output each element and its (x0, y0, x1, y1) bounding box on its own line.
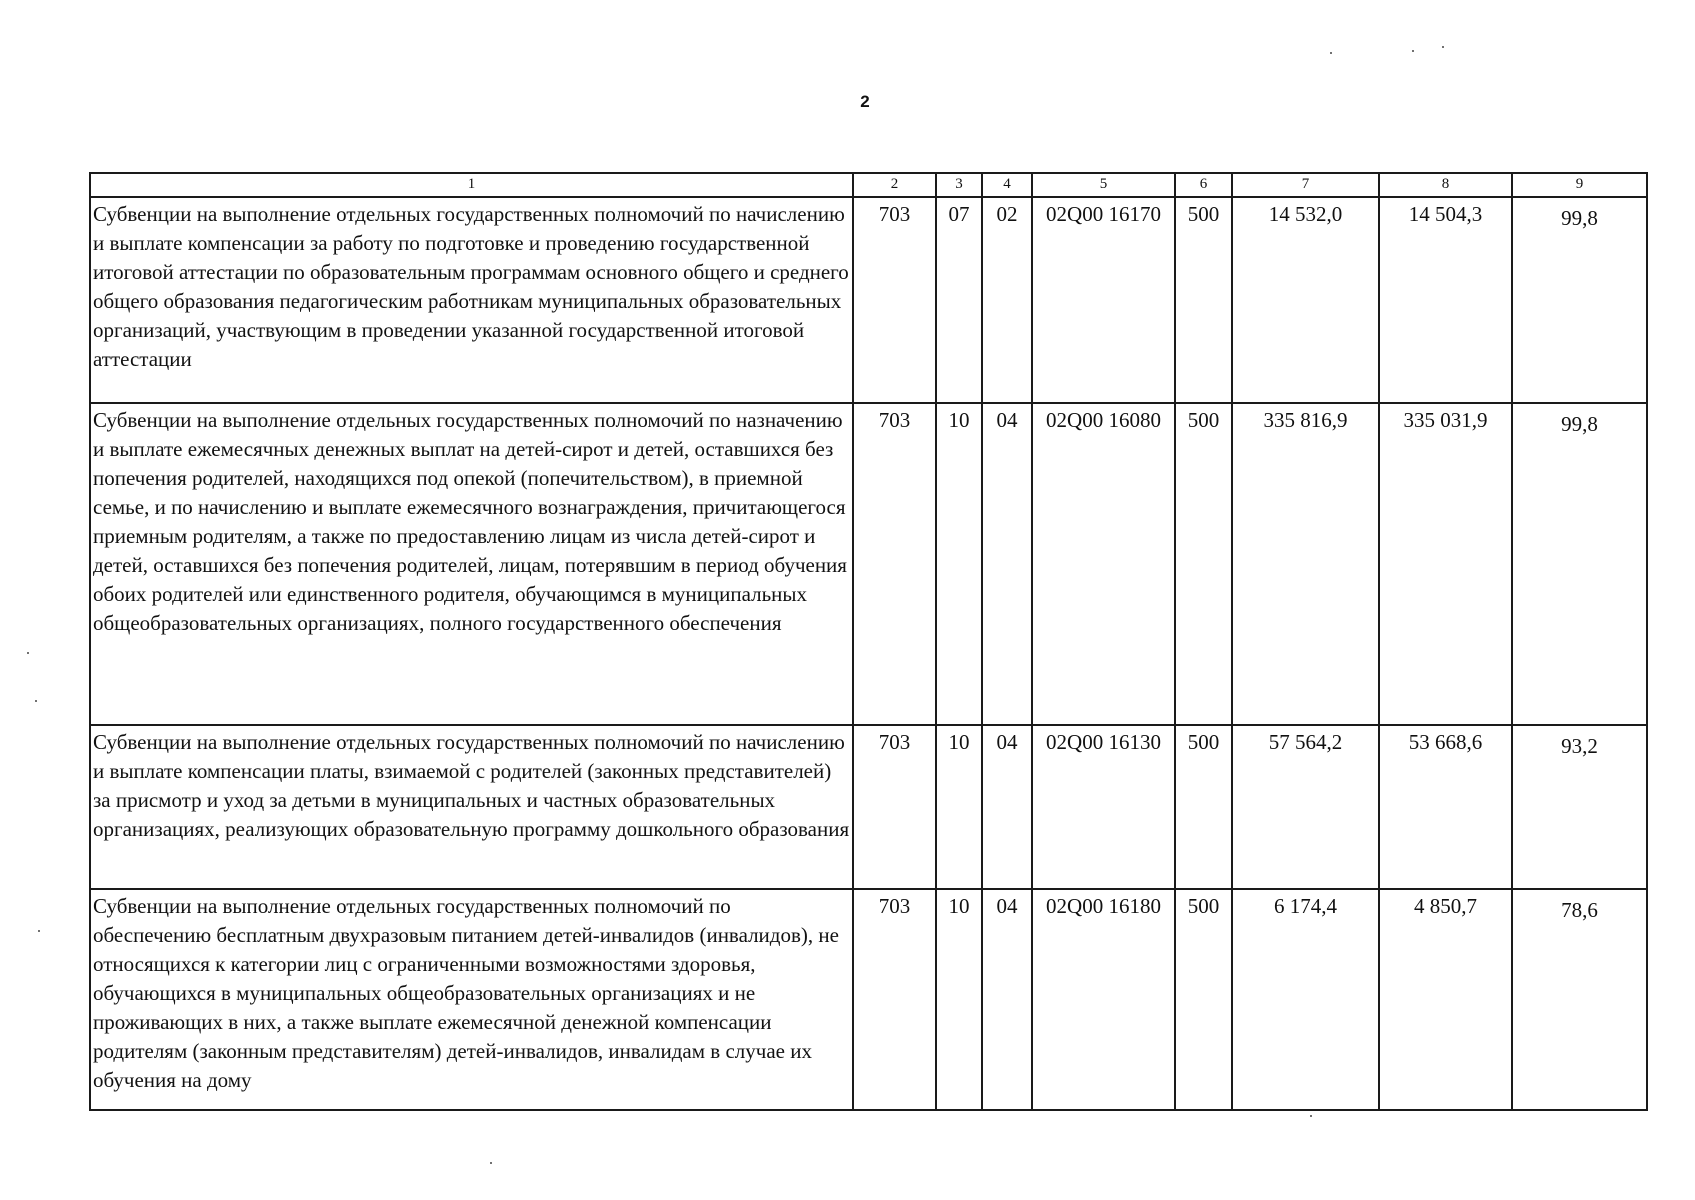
cell-col-3: 10 (936, 725, 982, 889)
cell-col-9: 78,6 (1512, 889, 1647, 1110)
row-description: Субвенции на выполнение отдельных государственных полномочий по начислению и выплате компенсации платы, взимаемой с родителей (законных представителей) за присмотр и уход за детьми в муниципальных и частных образовательных организациях, реализующих образовательную программу дошкольного образования (90, 725, 853, 889)
scan-speck (490, 1162, 492, 1164)
cell-col-5: 02Q00 16080 (1032, 403, 1175, 725)
cell-col-5: 02Q00 16130 (1032, 725, 1175, 889)
table-row (90, 197, 1647, 403)
scan-speck (35, 700, 37, 702)
cell-col-6: 500 (1175, 889, 1232, 1110)
cell-col-6: 500 (1175, 403, 1232, 725)
cell-col-2: 703 (853, 889, 936, 1110)
page-number: 2 (860, 92, 870, 111)
row-description: Субвенции на выполнение отдельных государственных полномочий по назначению и выплате ежемесячных денежных выплат на детей-сирот и детей, оставшихся без попечения родителей, находящихся под опекой (попечительством), в приемной семье, и по начислению и выплате ежемесячного вознаграждения, причитающегося приемным родителям, а также по предоставлению лицам из числа детей-сирот и детей, оставшихся без попечения родителей, лицам, потерявшим в период обучения обоих родителей или единственного родителя, обучающимся в муниципальных общеобразовательных организациях, полного государственного обеспечения (90, 403, 853, 725)
cell-col-4: 02 (982, 197, 1032, 403)
scan-speck (38, 930, 40, 932)
cell-col-8: 14 504,3 (1379, 197, 1512, 403)
column-header-2: 2 (853, 173, 936, 197)
cell-col-2: 703 (853, 725, 936, 889)
cell-col-9: 93,2 (1512, 725, 1647, 889)
cell-col-7: 335 816,9 (1232, 403, 1379, 725)
cell-col-4: 04 (982, 725, 1032, 889)
column-header-1: 1 (90, 173, 853, 197)
cell-col-5: 02Q00 16180 (1032, 889, 1175, 1110)
cell-col-5: 02Q00 16170 (1032, 197, 1175, 403)
budget-table (89, 172, 1648, 1111)
cell-col-7: 14 532,0 (1232, 197, 1379, 403)
cell-col-6: 500 (1175, 725, 1232, 889)
scan-speck (27, 652, 29, 654)
table-header-row (90, 173, 1647, 197)
cell-col-8: 53 668,6 (1379, 725, 1512, 889)
cell-col-8: 4 850,7 (1379, 889, 1512, 1110)
cell-col-4: 04 (982, 889, 1032, 1110)
column-header-4: 4 (982, 173, 1032, 197)
row-description: Субвенции на выполнение отдельных государственных полномочий по начислению и выплате компенсации за работу по подготовке и проведению государственной итоговой аттестации по образовательным программам основного общего и среднего общего образования педагогическим работникам муниципальных образовательных организаций, участвующим в проведении указанной государственной итоговой аттестации (90, 197, 853, 403)
cell-col-9: 99,8 (1512, 197, 1647, 403)
column-header-5: 5 (1032, 173, 1175, 197)
scan-speck (1310, 1115, 1312, 1117)
cell-col-3: 10 (936, 403, 982, 725)
column-header-8: 8 (1379, 173, 1512, 197)
table-row (90, 403, 1647, 725)
scan-speck (1442, 46, 1444, 48)
scan-speck (1330, 52, 1332, 54)
table-row (90, 889, 1647, 1110)
budget-table-container (89, 172, 1646, 1111)
cell-col-2: 703 (853, 403, 936, 725)
cell-col-6: 500 (1175, 197, 1232, 403)
scan-speck (1412, 50, 1414, 52)
column-header-3: 3 (936, 173, 982, 197)
cell-col-4: 04 (982, 403, 1032, 725)
cell-col-7: 57 564,2 (1232, 725, 1379, 889)
column-header-7: 7 (1232, 173, 1379, 197)
cell-col-8: 335 031,9 (1379, 403, 1512, 725)
cell-col-3: 07 (936, 197, 982, 403)
column-header-6: 6 (1175, 173, 1232, 197)
cell-col-2: 703 (853, 197, 936, 403)
cell-col-7: 6 174,4 (1232, 889, 1379, 1110)
column-header-9: 9 (1512, 173, 1647, 197)
cell-col-3: 10 (936, 889, 982, 1110)
cell-col-9: 99,8 (1512, 403, 1647, 725)
row-description: Субвенции на выполнение отдельных государственных полномочий по обеспечению бесплатным двухразовым питанием детей-инвалидов (инвалидов), не относящихся к категории лиц с ограниченными возможностями здоровья, обучающихся в муниципальных общеобразовательных организациях и не проживающих в них, а также выплате ежемесячной денежной компенсации родителям (законным представителям) детей-инвалидов, инвалидам в случае их обучения на дому (90, 889, 853, 1110)
table-row (90, 725, 1647, 889)
